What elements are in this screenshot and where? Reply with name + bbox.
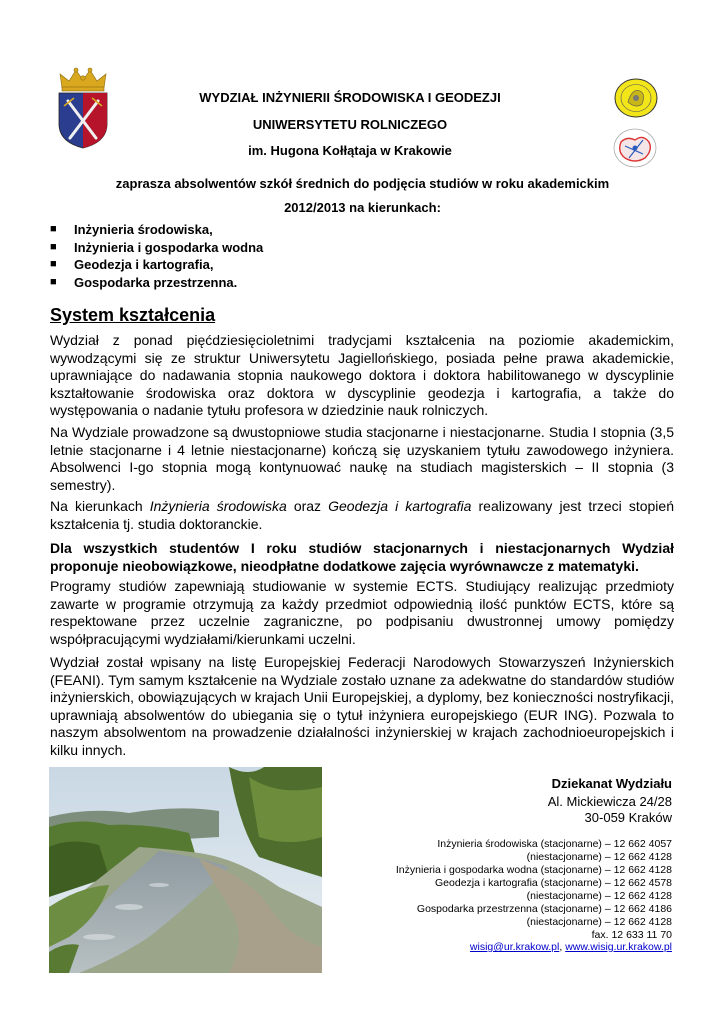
map-logo — [613, 128, 657, 168]
doctoral-text-2: oraz — [286, 498, 329, 514]
paragraph-doctoral — [50, 498, 674, 533]
contact-phone: (niestacjonarne) – 12 662 4128 — [526, 890, 672, 902]
paragraph-math-classes: Dla wszystkich studentów I roku studiów stacjonarnych i niestacjonarnych Wydział proponuje nieobowiązkowe, nieodpłatne dodatkowe zajęcia wyrównawcze z matematyki. — [50, 540, 674, 574]
contact-links — [470, 941, 672, 953]
faculty-name: WYDZIAŁ INŻYNIERII ŚRODOWISKA I GEODEZJI — [199, 90, 501, 105]
contact-phone: Inżynieria środowiska (stacjonarne) – 12 662 4057 — [437, 838, 672, 850]
faculty-emblem-logo — [614, 78, 658, 118]
contact-office-name: Dziekanat Wydziału — [551, 776, 672, 791]
program-item: ■ Gospodarka przestrzenna. — [50, 274, 263, 292]
university-crest-logo — [56, 66, 110, 150]
contact-phone: (niestacjonarne) – 12 662 4128 — [526, 851, 672, 863]
river-landscape-photo — [49, 767, 322, 973]
contact-fax: fax. 12 633 11 70 — [591, 929, 672, 941]
invitation-line-2: 2012/2013 na kierunkach: — [284, 200, 441, 215]
contact-phone: (niestacjonarne) – 12 662 4128 — [526, 916, 672, 928]
paragraph-ects: Programy studiów zapewniają studiowanie w systemie ECTS. Studiujący realizując przedmioty zawarte w programie otrzymują za każdy przedmiot odpowiednią ilość punktów ECTS, które są respektowane przez uczelnie zagraniczne, po podpisaniu dwustronnej umowy pomiędzy współpracującymi wydziałami/kierunkami uczelni. — [50, 578, 674, 647]
website-link[interactable]: www.wisig.ur.krakow.pl — [565, 941, 672, 953]
doctoral-text-1: Na kierunkach — [50, 498, 150, 514]
contact-phone: Geodezja i kartografia (stacjonarne) – 12 662 4578 — [435, 877, 672, 889]
section-title: System kształcenia — [50, 305, 216, 325]
paragraph-history: Wydział z ponad pięćdziesięcioletnimi tradycjami kształcenia na poziomie akademickim, wywodzącymi się ze struktur Uniwersytetu Jagiellońskiego, posiada pełne prawa akademickie, uprawniające do nadawania stopnia naukowego doktora i doktora habilitowanego w dyscyplinie kształtowanie środowiska oraz doktora w dyscyplinie geodezja i kartografia, a także do występowania o nadanie tytułu profesora w dziedzinie nauk rolniczych. — [50, 332, 674, 419]
program-item: ■ Inżynieria środowiska, — [50, 221, 263, 239]
contact-city: 30-059 Kraków — [584, 810, 672, 825]
contact-street: Al. Mickiewicza 24/28 — [547, 794, 672, 809]
paragraph-study-levels: Na Wydziale prowadzone są dwustopniowe studia stacjonarne i niestacjonarne. Studia I stopnia (3,5 letnie stacjonarne i 4 letnie niestacjonarne) kończą się uzyskaniem tytułu zawodowego inżyniera. Absolwenci I-go stopnia mogą kontynuować naukę na studiach magisterskich – II stopnia (3 semestry). — [50, 424, 674, 493]
doctoral-text-3: realizowany jest trzeci stopień kształcenia tj. studia doktoranckie. — [50, 498, 674, 532]
contact-phone: Gospodarka przestrzenna (stacjonarne) – 12 662 4186 — [416, 903, 672, 915]
doctoral-program-2: Geodezja i kartografia — [328, 498, 472, 514]
programs-list — [50, 221, 263, 291]
program-item: ■ Inżynieria i gospodarka wodna — [50, 239, 263, 257]
email-link[interactable]: wisig@ur.krakow.pl — [469, 941, 560, 953]
university-patron: im. Hugona Kołłątaja w Krakowie — [248, 143, 452, 158]
links-separator: , — [559, 941, 566, 953]
program-item: ■ Geodezja i kartografia, — [50, 256, 263, 274]
contact-phone: Inżynieria i gospodarka wodna (stacjonarne) – 12 662 4128 — [395, 864, 672, 876]
doctoral-program-1: Inżynieria środowiska — [149, 498, 287, 514]
invitation-line-1: zaprasza absolwentów szkół średnich do podjęcia studiów w roku akademickim — [115, 176, 610, 191]
paragraph-feani: Wydział został wpisany na listę Europejskiej Federacji Narodowych Stowarzyszeń Inżynierskich (FEANI). Tym samym kształcenie na Wydziale zostało uznane za adekwatne do standardów studiów inżynierskich, obowiązujących w krajach Unii Europejskiej, a dyplomy, bez konieczności nostryfikacji, uprawniają absolwentów do ubiegania się o tytuł inżyniera europejskiego (EUR ING). Pozwala to naszym absolwentom na prowadzenie działalności inżynierskiej w krajach zachodnioeuropejskich i kilku innych. — [50, 654, 674, 758]
university-name: UNIWERSYTETU ROLNICZEGO — [252, 117, 448, 132]
contact-phone-list — [396, 838, 672, 942]
